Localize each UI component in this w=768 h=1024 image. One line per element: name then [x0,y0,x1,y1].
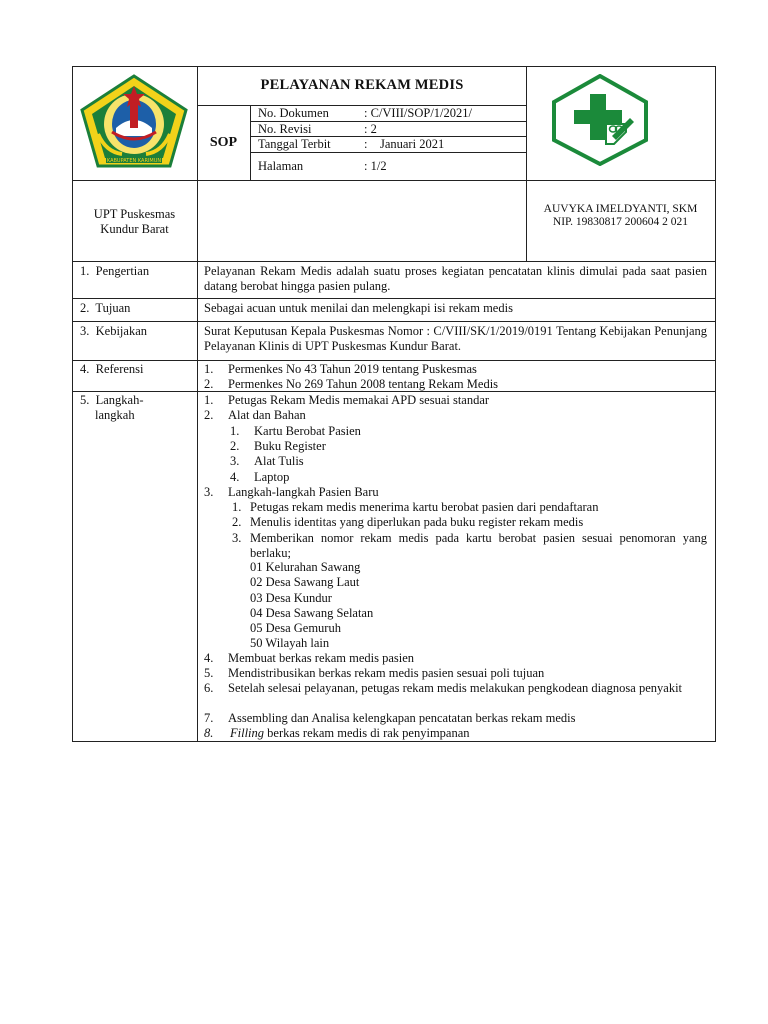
table-border-right [715,66,716,742]
section-text-kebijakan: Surat Keputusan Kepala Puskesmas Nomor : C/VIII/SK/1/2019/0191 Tentang Kebijakan Penunjang Pelayanan Klinis di UPT Puskesmas Kundur Barat. [204,324,707,353]
meta-label-tanggal-terbit: Tanggal Terbit [258,137,331,151]
list-item: Petugas rekam medis menerima kartu berobat pasien dari pendaftaran [250,500,599,514]
divider [72,360,716,361]
list-item: Menulis identitas yang diperlukan pada buku register rekam medis [250,515,584,529]
list-item: Laptop [254,470,290,484]
table-border-left [72,66,73,742]
divider [72,321,716,322]
section-label-referensi: 4. Referensi [80,362,144,376]
list-item [230,726,470,741]
list-number: 1. [204,393,214,407]
meta-label-no-revisi: No. Revisi [258,122,312,136]
divider [197,66,198,261]
puskesmas-logo [550,74,650,166]
list-number: 3. [230,454,240,468]
list-item: Memberikan nomor rekam medis pada kartu berobat pasien sesuai penomoran yang berlaku; [250,531,707,560]
divider [72,180,716,181]
table-border-top [72,66,716,67]
list-number: 5. [204,666,214,680]
section-label-pengertian: 1. Pengertian [80,264,150,278]
list-item: Kartu Berobat Pasien [254,424,361,438]
list-item-rest: berkas rekam medis di rak penyimpanan [264,726,470,740]
section-text-pengertian: Pelayanan Rekam Medis adalah suatu proses kegiatan pencatatan klinis dimulai pada saat pasien datang berobat hingga pasien pulang. [204,264,707,293]
document-title: PELAYANAN REKAM MEDIS [260,77,464,93]
list-item: 05 Desa Gemuruh [250,621,341,635]
section-label-tujuan: 2. Tujuan [80,301,131,315]
list-number: 3. [204,485,214,499]
org-name-line2: Kundur Barat [100,222,169,236]
list-item: 01 Kelurahan Sawang [250,560,361,574]
section-label-kebijakan: 3. Kebijakan [80,324,147,338]
divider [250,152,527,153]
list-item-emphasis: Filling [230,726,265,740]
meta-value-no-revisi: : 2 [364,122,377,136]
list-number: 2. [230,439,240,453]
meta-value-halaman: : 1/2 [364,159,387,173]
list-item: Membuat berkas rekam medis pasien [228,651,415,665]
list-number: 1. [204,362,214,376]
table-border-bottom [72,741,716,742]
list-number: 2. [232,515,242,529]
list-number: 2. [204,408,214,422]
divider [197,261,198,742]
divider [72,261,716,262]
kabupaten-karimun-emblem [76,72,192,172]
list-item: 50 Wilayah lain [250,636,330,650]
list-number: 4. [230,470,240,484]
list-number: 3. [232,531,242,545]
org-name-line1: UPT Puskesmas [93,207,176,221]
list-item: Buku Register [254,439,326,453]
list-item: 03 Desa Kundur [250,591,332,605]
section-label-langkah-line2: langkah [95,408,135,422]
list-item: Permenkes No 269 Tahun 2008 tentang Rekam Medis [228,377,499,391]
list-item: 02 Desa Sawang Laut [250,575,360,589]
list-item: 04 Desa Sawang Selatan [250,606,374,620]
meta-label-no-dokumen: No. Dokumen [258,106,329,120]
divider [526,66,527,261]
list-number: 1. [230,424,240,438]
meta-value-tanggal-terbit: : Januari 2021 [364,137,445,151]
section-text-tujuan: Sebagai acuan untuk menilai dan melengkapi isi rekam medis [204,301,513,315]
list-item: Assembling dan Analisa kelengkapan pencatatan berkas rekam medis [228,711,576,725]
list-item: Setelah selesai pelayanan, petugas rekam medis melakukan pengkodean diagnosa penyakit [228,681,683,695]
signer-nip: NIP. 19830817 200604 2 021 [552,216,689,228]
list-item: Alat dan Bahan [228,408,306,422]
meta-value-no-dokumen: : C/VIII/SOP/1/2021/ [364,106,472,120]
list-number: 1. [232,500,242,514]
sop-label: SOP [209,135,238,150]
emblem-caption: KABUPATEN KARIMUN [106,158,162,164]
list-number: 4. [204,651,214,665]
signer-name: AUVYKA IMELDYANTI, SKM [543,203,698,215]
divider [197,105,527,106]
list-item: Alat Tulis [254,454,304,468]
list-item: Mendistribusikan berkas rekam medis pasien sesuai poli tujuan [228,666,545,680]
section-label-langkah: 5. Langkah- [80,393,144,407]
list-number: 7. [204,711,214,725]
list-number: 2. [204,377,214,391]
list-number: 6. [204,681,214,695]
divider [250,105,251,181]
list-item: Permenkes No 43 Tahun 2019 tentang Puskesmas [228,362,477,376]
divider [72,298,716,299]
meta-label-halaman: Halaman [258,159,304,173]
list-item: Petugas Rekam Medis memakai APD sesuai standar [228,393,490,407]
list-item: Langkah-langkah Pasien Baru [228,485,379,499]
list-number: 8. [204,726,214,740]
